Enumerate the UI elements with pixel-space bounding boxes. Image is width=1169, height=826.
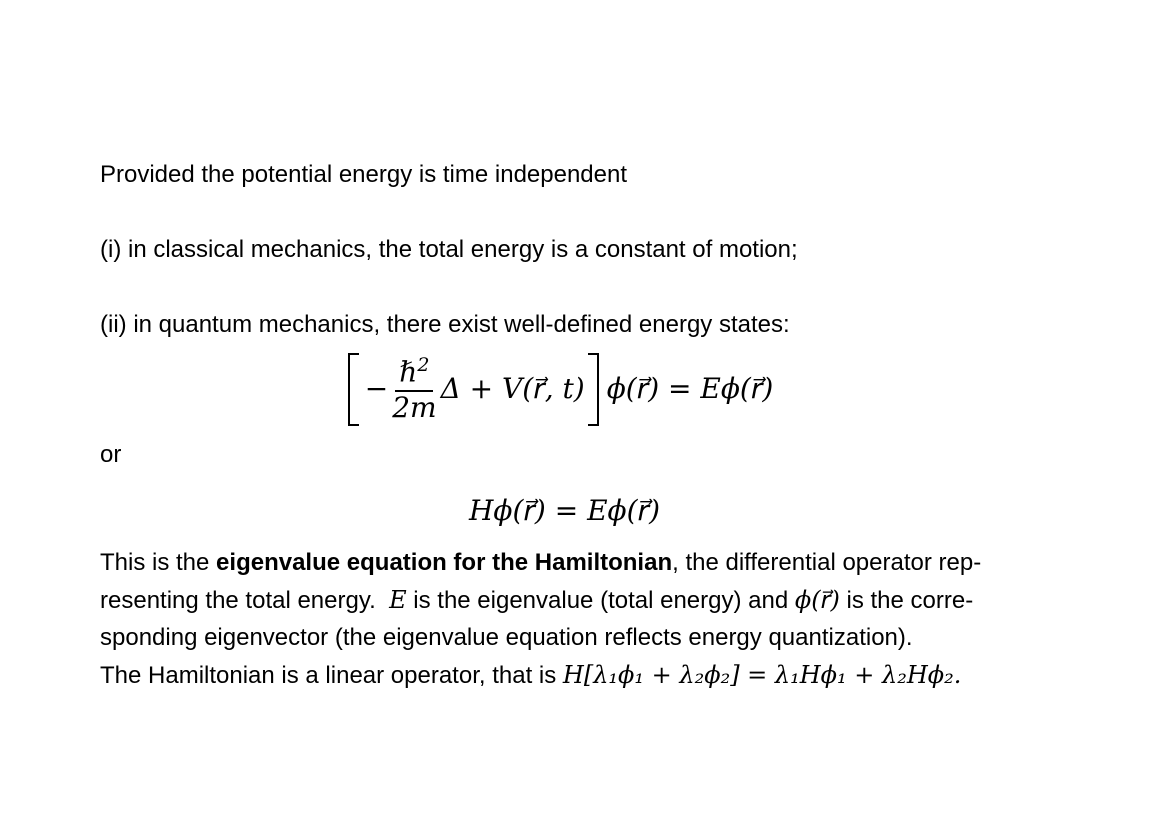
hbar-symbol: ℏ — [399, 355, 418, 389]
line1-text-start: This is the — [100, 549, 217, 576]
schrodinger-eigenvalue-equation — [0, 353, 1169, 426]
fraction-denominator: 2m — [392, 391, 437, 425]
hamiltonian-eigenvalue-equation — [0, 496, 1169, 527]
paragraph-line-3 — [100, 619, 1090, 657]
line1-text-end: , the differential operator rep- — [672, 549, 982, 576]
list-item-classical-mechanics: (i) in classical mechanics, the total energy is a constant of motion; — [100, 236, 798, 263]
line3-text: sponding eigenvector (the eigenvalue equation reflects energy quantization). — [100, 624, 913, 651]
minus-sign: − — [364, 372, 389, 406]
paragraph-line-4 — [100, 657, 1090, 695]
paragraph-line-2 — [100, 582, 1090, 620]
fraction-numerator — [395, 355, 433, 392]
left-square-bracket — [348, 353, 359, 426]
bold-eigenvalue-equation-phrase: eigenvalue equation for the Hamiltonian — [216, 549, 673, 576]
line2-text-end: is the corre- — [839, 586, 974, 614]
list-item-quantum-mechanics: (ii) in quantum mechanics, there exist well-defined energy states: — [100, 311, 790, 338]
equation-1-content — [348, 353, 774, 426]
line2-text-start: resenting the total energy. — [100, 586, 390, 614]
right-square-bracket — [588, 353, 599, 426]
wavefunction-symbol: ϕ(r⃗) — [794, 585, 840, 614]
energy-eigenvalue-symbol: E — [389, 585, 407, 614]
explanation-paragraph — [100, 544, 1090, 694]
line2-text-middle: is the eigenvalue (total energy) and — [406, 586, 795, 614]
laplacian-plus-potential-term: Δ + V(r⃗, t) — [440, 372, 585, 406]
wavefunction-equals-energy-term: ϕ(r⃗) = Eϕ(r⃗) — [606, 372, 774, 406]
hbar-squared-over-2m-fraction — [392, 355, 436, 424]
equation-2-content: Hϕ(r⃗) = Eϕ(r⃗) — [468, 494, 660, 527]
line4-text-start: The Hamiltonian is a linear operator, that is — [100, 661, 563, 689]
linearity-identity-formula: H[λ₁ϕ₁ + λ₂ϕ₂] = λ₁Hϕ₁ + λ₂Hϕ₂. — [562, 660, 962, 689]
intro-statement: Provided the potential energy is time independent — [100, 161, 628, 188]
or-connector-label: or — [100, 441, 122, 468]
exponent-2: 2 — [417, 354, 430, 376]
paragraph-line-1 — [100, 544, 1090, 582]
